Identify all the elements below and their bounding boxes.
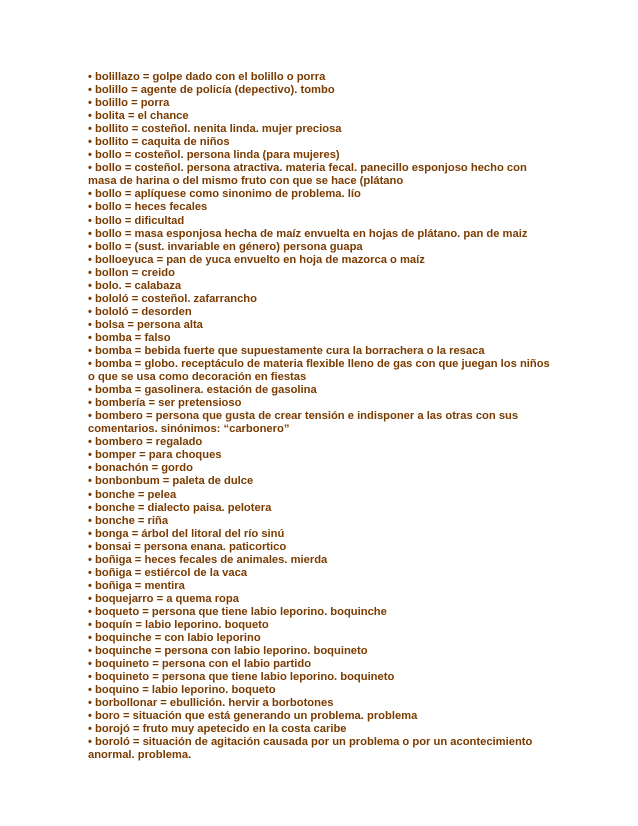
- bullet-icon: •: [88, 592, 92, 605]
- entry-text: bollo = masa esponjosa hecha de maíz envuelta en hojas de plátano. pan de maiz: [91, 227, 528, 240]
- glossary-entry: [88, 358, 558, 384]
- entry-text: boquejarro = a quema ropa: [91, 592, 239, 605]
- glossary-entry: [88, 123, 558, 136]
- bullet-icon: •: [88, 684, 92, 697]
- glossary-entry: [88, 449, 558, 462]
- entry-text: boroló = situación de agitación causada por un problema o por un acontecimiento anormal. problema.: [88, 736, 533, 762]
- entry-text: bolillo = porra: [91, 97, 170, 110]
- glossary-entry: [88, 97, 558, 110]
- glossary-entry: [88, 606, 558, 619]
- glossary-entry: [88, 215, 558, 228]
- entry-text: bonbonbum = paleta de dulce: [91, 475, 254, 488]
- glossary-entry: [88, 201, 558, 214]
- bullet-icon: •: [88, 632, 92, 645]
- entry-text: bolita = el chance: [91, 110, 189, 123]
- glossary-entry: [88, 306, 558, 319]
- bullet-icon: •: [88, 475, 92, 488]
- bullet-icon: •: [88, 736, 92, 749]
- bullet-icon: •: [88, 605, 92, 618]
- bullet-icon: •: [88, 305, 92, 318]
- entry-text: bonche = riña: [91, 514, 169, 527]
- glossary-entry: [88, 280, 558, 293]
- entry-text: bolillazo = golpe dado con el bolillo o porra: [91, 71, 326, 83]
- entry-text: bolillo = agente de policía (depectivo). tombo: [91, 84, 335, 97]
- glossary-entry: [88, 71, 558, 84]
- glossary-entry: [88, 293, 558, 306]
- glossary-entry: [88, 580, 558, 593]
- bullet-icon: •: [88, 671, 92, 684]
- entry-text: bombería = ser pretensioso: [91, 397, 242, 410]
- entry-text: boquineto = persona con el labio partido: [91, 658, 312, 671]
- glossary-entry: [88, 149, 558, 162]
- entry-text: bololó = costeñol. zafarrancho: [91, 292, 257, 305]
- entry-text: bomper = para choques: [91, 449, 222, 462]
- bullet-icon: •: [88, 449, 92, 462]
- bullet-icon: •: [88, 97, 92, 110]
- bullet-icon: •: [88, 344, 92, 357]
- bullet-icon: •: [88, 71, 92, 83]
- bullet-icon: •: [88, 201, 92, 214]
- entry-text: bolloeyuca = pan de yuca envuelto en hoja de mazorca o maíz: [91, 253, 425, 266]
- glossary-entry: [88, 645, 558, 658]
- glossary-entry: [88, 736, 558, 762]
- bullet-icon: •: [88, 488, 92, 501]
- bullet-icon: •: [88, 123, 92, 136]
- glossary-entry: [88, 254, 558, 267]
- bullet-icon: •: [88, 84, 92, 97]
- bullet-icon: •: [88, 331, 92, 344]
- entry-text: bollo = costeñol. persona atractiva. materia fecal. panecillo esponjoso hecho con masa de harina o del mismo fruto con que se hace (plátano: [88, 162, 527, 188]
- entry-text: bomba = gasolinera. estación de gasolina: [91, 384, 317, 397]
- entry-text: borojó = fruto muy apetecido en la costa caribe: [91, 723, 347, 736]
- bullet-icon: •: [88, 253, 92, 266]
- glossary-entry: [88, 671, 558, 684]
- entry-text: bollo = costeñol. persona linda (para mujeres): [91, 149, 340, 162]
- glossary-entry: [88, 462, 558, 475]
- glossary-entry: [88, 658, 558, 671]
- entry-text: bollo = aplíquese como sinonimo de problema. lío: [91, 188, 361, 201]
- entry-text: boñiga = estiércol de la vaca: [91, 566, 248, 579]
- bullet-icon: •: [88, 318, 92, 331]
- entry-text: bollo = heces fecales: [91, 201, 208, 214]
- entry-text: bombero = persona que gusta de crear tensión e indisponer a las otras con sus comentarios. sinónimos: “carbonero”: [88, 410, 519, 436]
- entry-text: bomba = globo. receptáculo de materia flexible lleno de gas con que juegan los niños o que se usa como decoración en fiestas: [88, 358, 550, 384]
- glossary-entry: [88, 723, 558, 736]
- entry-text: bonche = dialecto paisa. pelotera: [91, 501, 272, 514]
- entry-text: bollo = dificultad: [91, 214, 185, 227]
- glossary-entry: [88, 593, 558, 606]
- bullet-icon: •: [88, 266, 92, 279]
- glossary-entry: [88, 410, 558, 436]
- glossary-entry: [88, 528, 558, 541]
- glossary-entry: [88, 345, 558, 358]
- glossary-entry: [88, 384, 558, 397]
- bullet-icon: •: [88, 397, 92, 410]
- entry-text: bollito = caquita de niños: [91, 136, 230, 149]
- entry-text: bomba = falso: [91, 331, 171, 344]
- glossary-list: [88, 71, 558, 762]
- entry-text: bollo = (sust. invariable en género) persona guapa: [91, 240, 363, 253]
- bullet-icon: •: [88, 723, 92, 736]
- glossary-entry: [88, 162, 558, 188]
- bullet-icon: •: [88, 136, 92, 149]
- entry-text: bolo. = calabaza: [91, 279, 182, 292]
- bullet-icon: •: [88, 540, 92, 553]
- glossary-entry: [88, 110, 558, 123]
- entry-text: bonachón = gordo: [91, 462, 193, 475]
- glossary-entry: [88, 710, 558, 723]
- glossary-entry: [88, 515, 558, 528]
- entry-text: bombero = regalado: [91, 436, 203, 449]
- entry-text: boquinche = persona con labio leporino. boquineto: [91, 645, 368, 658]
- bullet-icon: •: [88, 514, 92, 527]
- bullet-icon: •: [88, 579, 92, 592]
- glossary-entry: [88, 554, 558, 567]
- bullet-icon: •: [88, 188, 92, 201]
- entry-text: bollito = costeñol. nenita linda. mujer preciosa: [91, 123, 342, 136]
- entry-text: bonche = pelea: [91, 488, 177, 501]
- entry-text: boqueto = persona que tiene labio leporino. boquinche: [91, 605, 387, 618]
- entry-text: bollon = creido: [91, 266, 175, 279]
- entry-text: bolsa = persona alta: [91, 318, 203, 331]
- entry-text: boñiga = mentira: [91, 579, 185, 592]
- glossary-entry: [88, 502, 558, 515]
- bullet-icon: •: [88, 618, 92, 631]
- glossary-entry: [88, 684, 558, 697]
- bullet-icon: •: [88, 279, 92, 292]
- entry-text: boñiga = heces fecales de animales. mierda: [91, 553, 328, 566]
- glossary-entry: [88, 267, 558, 280]
- glossary-entry: [88, 397, 558, 410]
- glossary-entry: [88, 489, 558, 502]
- bullet-icon: •: [88, 227, 92, 240]
- glossary-entry: [88, 436, 558, 449]
- bullet-icon: •: [88, 501, 92, 514]
- bullet-icon: •: [88, 110, 92, 123]
- bullet-icon: •: [88, 358, 92, 371]
- bullet-icon: •: [88, 436, 92, 449]
- glossary-entry: [88, 228, 558, 241]
- glossary-entry: [88, 84, 558, 97]
- glossary-entry: [88, 136, 558, 149]
- entry-text: bomba = bebida fuerte que supuestamente cura la borrachera o la resaca: [91, 344, 485, 357]
- entry-text: bonsai = persona enana. paticortico: [91, 540, 287, 553]
- bullet-icon: •: [88, 527, 92, 540]
- bullet-icon: •: [88, 384, 92, 397]
- entry-text: bonga = árbol del litoral del río sinú: [91, 527, 285, 540]
- entry-text: borbollonar = ebullición. hervir a borbotones: [91, 697, 334, 710]
- glossary-entry: [88, 332, 558, 345]
- glossary-entry: [88, 475, 558, 488]
- bullet-icon: •: [88, 697, 92, 710]
- bullet-icon: •: [88, 292, 92, 305]
- glossary-entry: [88, 241, 558, 254]
- bullet-icon: •: [88, 462, 92, 475]
- bullet-icon: •: [88, 645, 92, 658]
- glossary-entry: [88, 319, 558, 332]
- entry-text: boquino = labio leporino. boqueto: [91, 684, 276, 697]
- bullet-icon: •: [88, 710, 92, 723]
- entry-text: bololó = desorden: [91, 305, 192, 318]
- glossary-entry: [88, 541, 558, 554]
- entry-text: boquineto = persona que tiene labio leporino. boquineto: [91, 671, 395, 684]
- glossary-entry: [88, 188, 558, 201]
- bullet-icon: •: [88, 162, 92, 175]
- entry-text: boro = situación que está generando un problema. problema: [91, 710, 418, 723]
- bullet-icon: •: [88, 553, 92, 566]
- glossary-entry: [88, 697, 558, 710]
- bullet-icon: •: [88, 240, 92, 253]
- bullet-icon: •: [88, 214, 92, 227]
- entry-text: boquín = labio leporino. boqueto: [91, 618, 269, 631]
- bullet-icon: •: [88, 658, 92, 671]
- entry-text: boquinche = con labio leporino: [91, 632, 261, 645]
- bullet-icon: •: [88, 149, 92, 162]
- glossary-entry: [88, 632, 558, 645]
- bullet-icon: •: [88, 566, 92, 579]
- glossary-entry: [88, 619, 558, 632]
- bullet-icon: •: [88, 410, 92, 423]
- glossary-entry: [88, 567, 558, 580]
